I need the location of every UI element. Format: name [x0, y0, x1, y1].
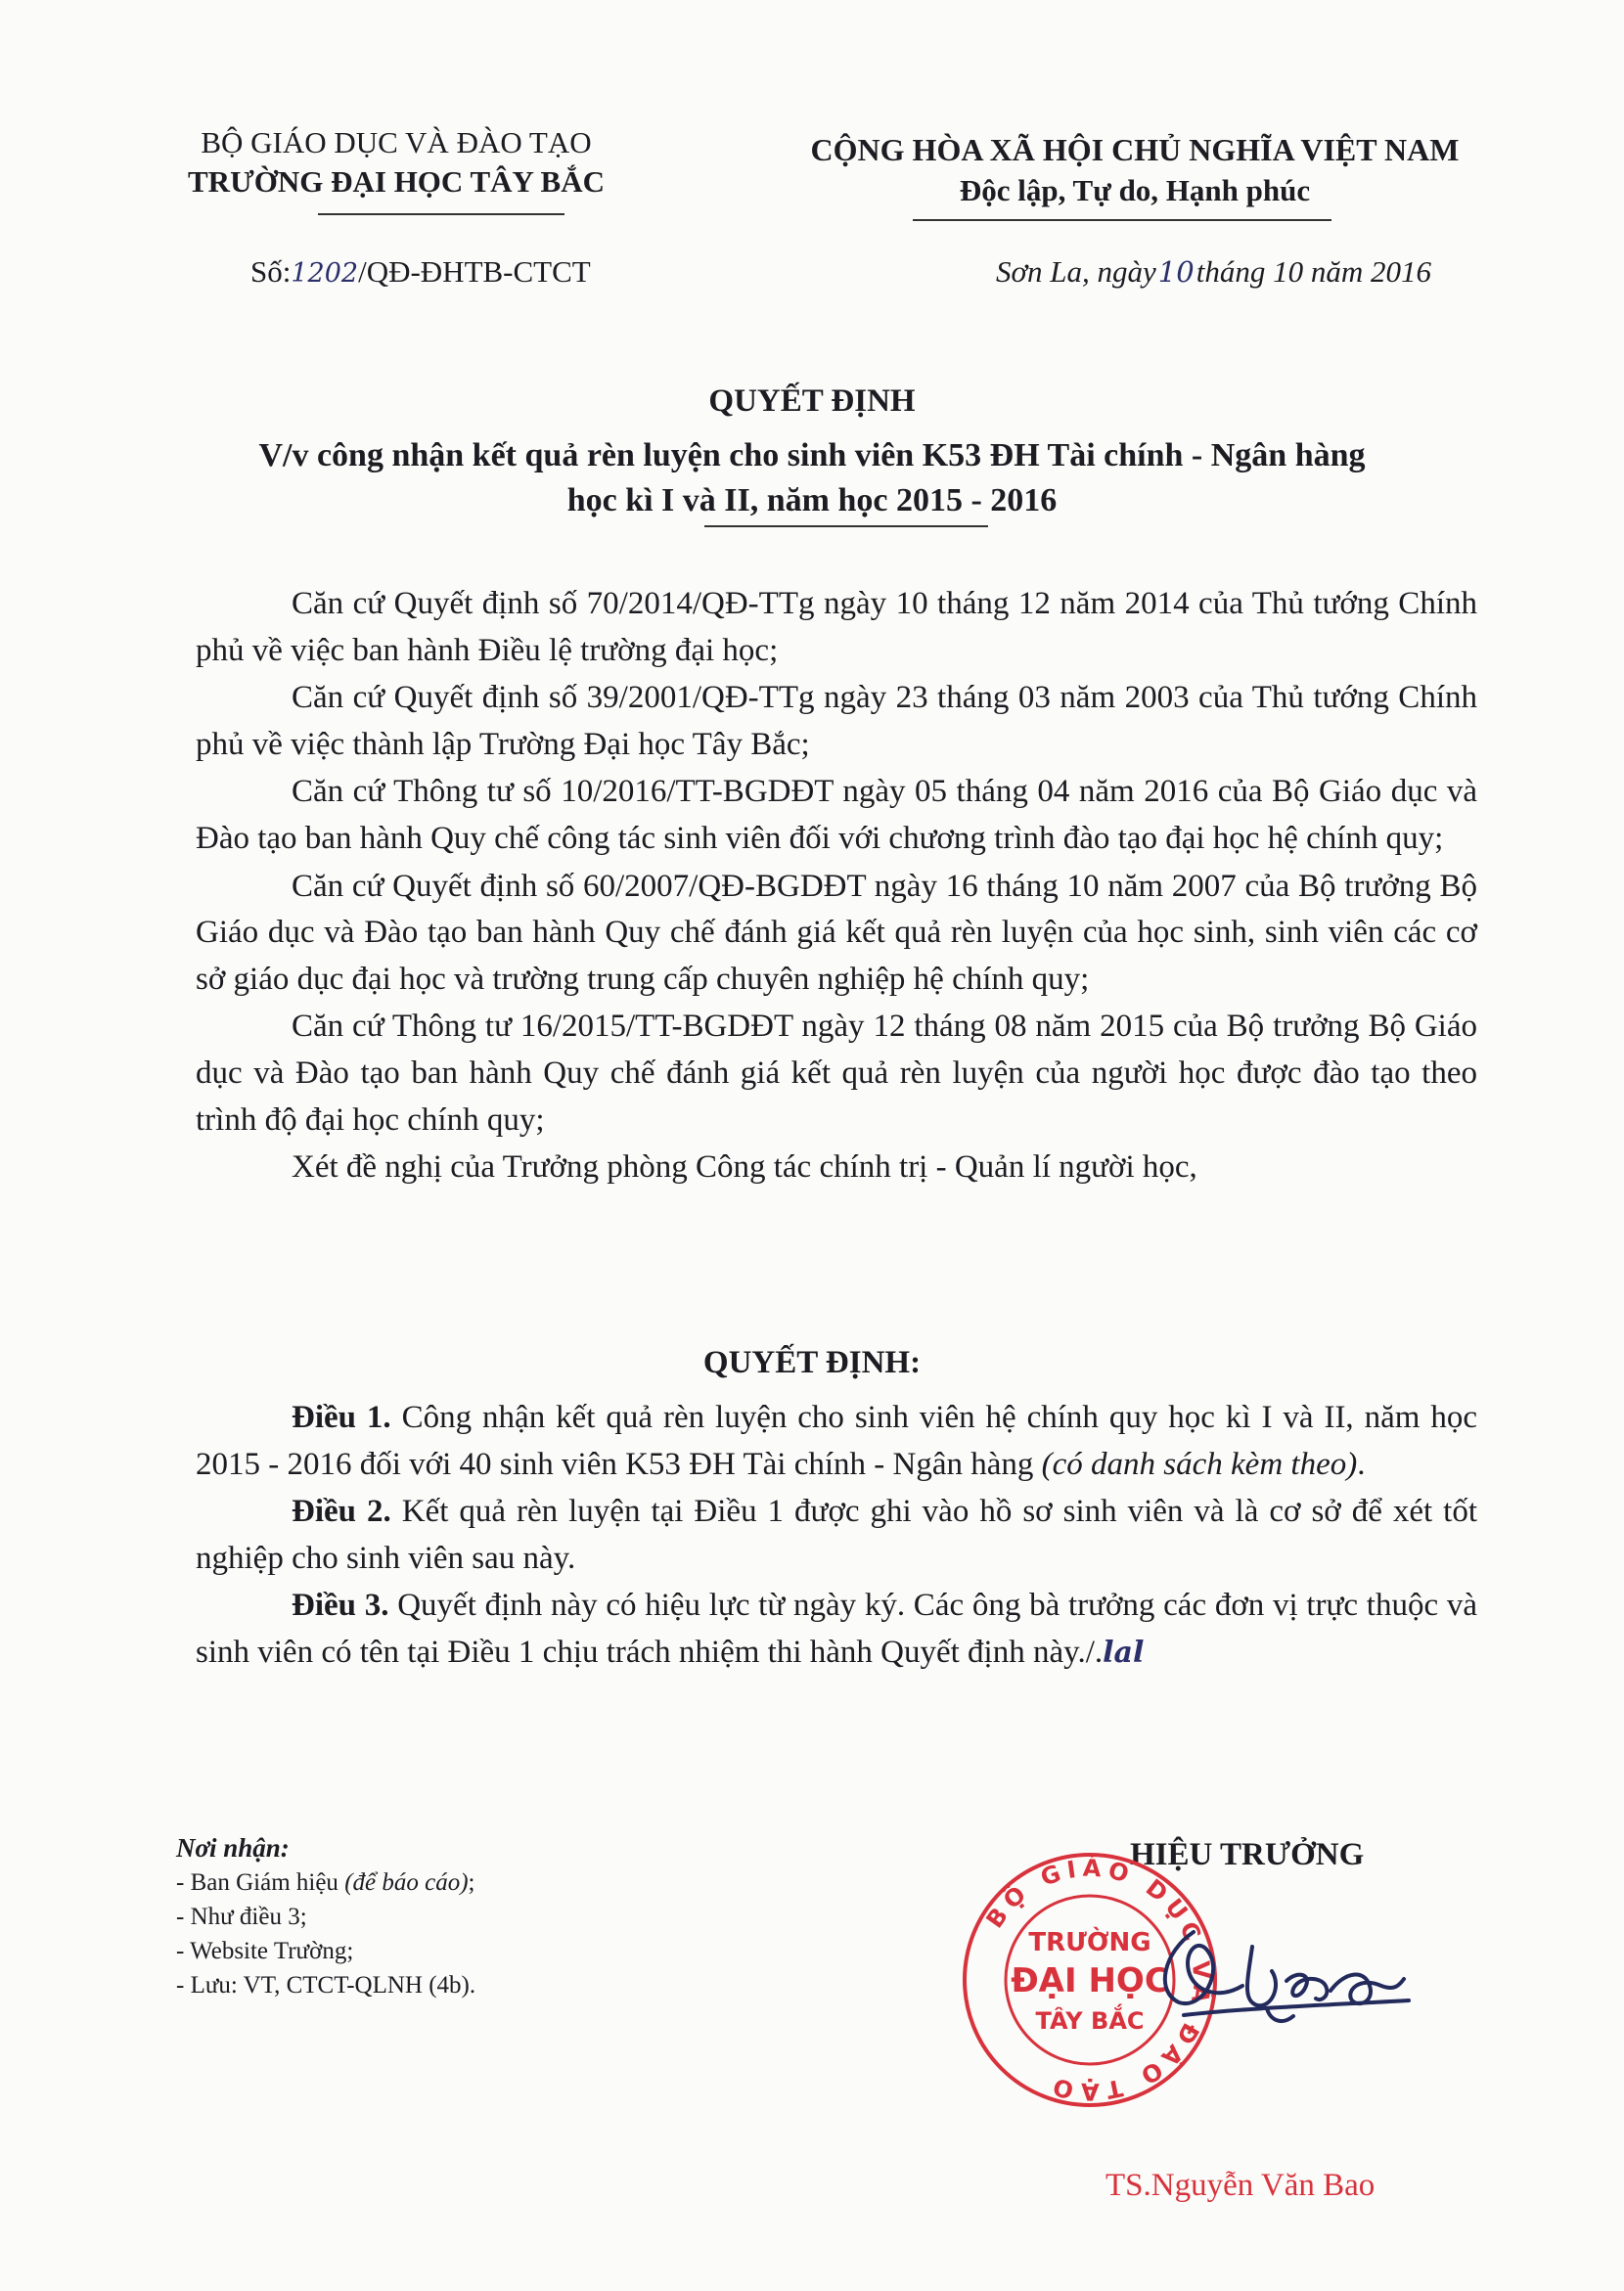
university-underline [318, 213, 564, 215]
ministry-name: BỘ GIÁO DỤC VÀ ĐÀO TẠO [201, 125, 592, 159]
number-suffix: /QĐ-ĐHTB-CTCT [358, 254, 591, 289]
handwritten-number: 1202 [291, 258, 359, 289]
preamble-item: Xét đề nghị của Trưởng phòng Công tác chính trị - Quản lí người học, [292, 1149, 1197, 1186]
decision-articles [196, 1395, 1477, 1678]
recipient-item: - Website Trường; [176, 1938, 354, 1964]
preamble-item: Căn cứ Thông tư 16/2015/TT-BGDĐT ngày 12 tháng 08 năm 2015 của Bộ trưởng Bộ Giáo dục và Đào tạo ban hành Quy chế đánh giá kết quả rèn luyện của người học được đào tạo theo trình độ đại học chính quy; [196, 1009, 1477, 1138]
handwritten-initials: lal [1103, 1635, 1145, 1670]
stamp-outer-text: BỘ GIÁO DỤC VÀ ĐÀO TẠO [980, 1854, 1216, 2106]
article-2 [196, 1489, 1477, 1582]
preamble-item: Căn cứ Quyết định số 60/2007/QĐ-BGDĐT ngày 16 tháng 10 năm 2007 của Bộ trưởng Bộ Giáo dục và Đào tạo ban hành Quy chế đánh giá kết quả rèn luyện của học sinh, sinh viên các cơ sở giáo dục đại học và trường trung cấp chuyên nghiệp hệ chính quy; [196, 868, 1477, 997]
article-1-label: Điều 1. [292, 1400, 391, 1435]
motto-underline [913, 219, 1331, 221]
decision-heading: QUYẾT ĐỊNH: [702, 1345, 922, 1380]
document-title: QUYẾT ĐỊNH [708, 383, 916, 419]
handwritten-day: 10 [1157, 255, 1195, 289]
recipients-title: Nơi nhận: [176, 1833, 290, 1863]
preamble-item: Căn cứ Thông tư số 10/2016/TT-BGDĐT ngày 05 tháng 04 năm 2016 của Bộ Giáo dục và Đào tạo ban hành Quy chế công tác sinh viên đối với chương trình đào tạo đại học hệ chính quy; [196, 774, 1477, 856]
signer-role: HIỆU TRƯỞNG [1130, 1837, 1365, 1872]
recipients [176, 1831, 724, 2002]
number-prefix: Số: [250, 254, 292, 289]
recipient-item: - Như điều 3; [176, 1904, 307, 1930]
signer-name: TS.Nguyễn Văn Bao [1105, 2168, 1376, 2203]
recipient-item: - Ban Giám hiệu (để báo cáo); [176, 1869, 475, 1896]
document-number [250, 252, 591, 293]
preamble-item: Căn cứ Quyết định số 70/2014/QĐ-TTg ngày 10 tháng 12 năm 2014 của Thủ tướng Chính phủ về việc ban hành Điều lệ trường đại học; [196, 586, 1477, 668]
university-name: TRƯỜNG ĐẠI HỌC TÂY BẮC [188, 164, 605, 199]
article-1-text: Công nhận kết quả rèn luyện cho sinh viên hệ chính quy học kì I và II, năm học 2015 - 2016 đối với 40 sinh viên K53 ĐH Tài chính - Ngân hàng [196, 1400, 1478, 1482]
article-2-text: Kết quả rèn luyện tại Điều 1 được ghi vào hồ sơ sinh viên và là cơ sở để xét tốt nghiệp cho sinh viên sau này. [196, 1494, 1478, 1576]
date-suffix: tháng 10 năm 2016 [1195, 254, 1431, 289]
article-1-end: . [1357, 1446, 1366, 1482]
date-prefix: Sơn La, ngày [996, 254, 1156, 289]
stamp-line-2: ĐẠI HỌC [1011, 1961, 1169, 2000]
preamble-item: Căn cứ Quyết định số 39/2001/QĐ-TTg ngày 23 tháng 03 năm 2003 của Thủ tướng Chính phủ về việc thành lập Trường Đại học Tây Bắc; [196, 680, 1477, 762]
preamble [196, 581, 1477, 1192]
stamp-line-1: TRƯỜNG [1028, 1928, 1151, 1957]
motto: Độc lập, Tự do, Hạnh phúc [959, 173, 1311, 207]
subject-line-2: học kì I và II, năm học 2015 - 2016 [566, 482, 1058, 518]
republic-name: CỘNG HÒA XÃ HỘI CHỦ NGHĨA VIỆT NAM [810, 132, 1460, 167]
title-underline [704, 525, 988, 527]
handwritten-signature [1125, 1893, 1419, 2049]
article-3-label: Điều 3. [292, 1588, 389, 1624]
document-date [996, 252, 1431, 292]
subject-line-1: V/v công nhận kết quả rèn luyện cho sinh viên K53 ĐH Tài chính - Ngân hàng [258, 437, 1366, 473]
stamp-line-3: TÂY BẮC [1035, 2007, 1145, 2035]
article-2-label: Điều 2. [292, 1494, 391, 1530]
article-3-text: Quyết định này có hiệu lực từ ngày ký. Các ông bà trưởng các đơn vị trực thuộc và sinh viên có tên tại Điều 1 chịu trách nhiệm thi hành Quyết định này./. [196, 1588, 1477, 1670]
article-1-attachment: (có danh sách kèm theo) [1041, 1446, 1358, 1482]
recipient-item: - Lưu: VT, CTCT-QLNH (4b). [176, 1972, 476, 1999]
article-3 [196, 1583, 1477, 1676]
article-1 [196, 1395, 1477, 1488]
